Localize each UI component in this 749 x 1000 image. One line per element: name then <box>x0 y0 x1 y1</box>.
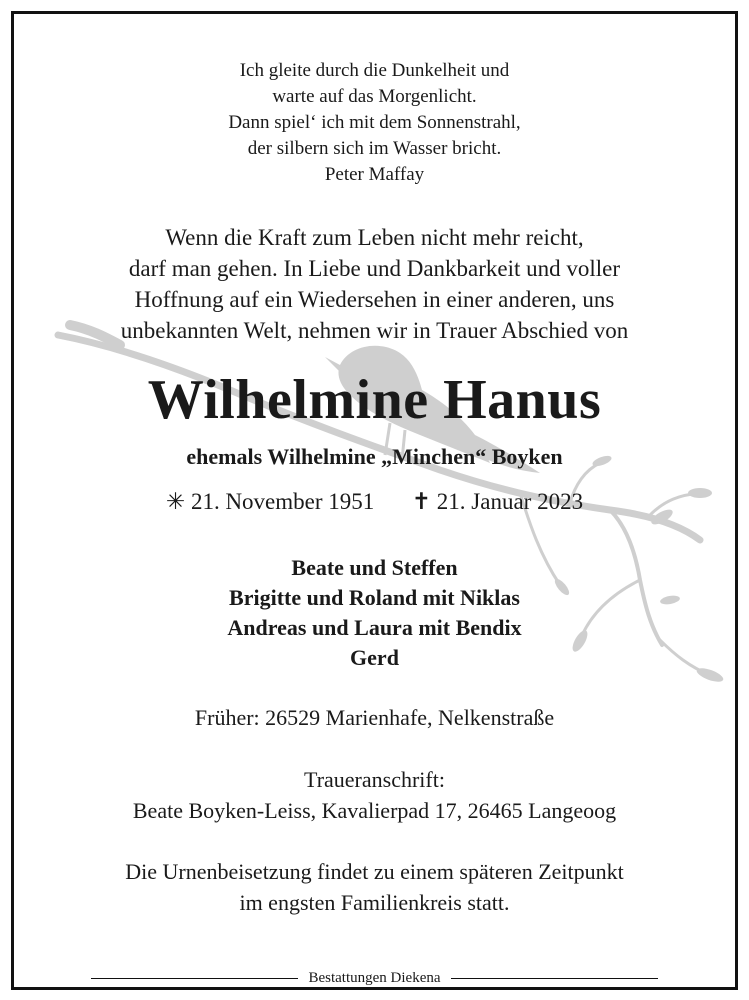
birth-date: 21. November 1951 <box>190 489 375 514</box>
urn-burial-notice <box>20 856 729 918</box>
poem-line: Dann spiel‘ ich mit dem Sonnenstrahl, <box>228 112 521 133</box>
intro-line: Wenn die Kraft zum Leben nicht mehr reicht, <box>165 225 584 250</box>
urn-notice-line: Die Urnenbeisetzung findet zu einem späteren Zeitpunkt <box>125 859 624 884</box>
poem-line: der silbern sich im Wasser bricht. <box>247 138 502 159</box>
mourning-address <box>20 764 729 826</box>
intro-line: unbekannten Welt, nehmen wir in Trauer Abschied von <box>120 318 629 343</box>
mourner-entry: Brigitte und Roland mit Niklas <box>229 585 520 610</box>
poem-quote <box>20 58 729 188</box>
death-date: 21. Januar 2023 <box>436 489 584 514</box>
intro-text <box>20 222 729 346</box>
intro-line: darf man gehen. In Liebe und Dankbarkeit und voller <box>128 256 621 281</box>
deceased-former-name: ehemals Wilhelmine „Minchen“ Boyken <box>186 444 563 469</box>
mourner-entry: Andreas und Laura mit Bendix <box>227 615 522 640</box>
urn-notice-line: im engsten Familienkreis statt. <box>239 890 510 915</box>
divider <box>91 978 298 979</box>
mourning-address-value: Beate Boyken-Leiss, Kavalierpad 17, 26465 Langeoog <box>132 798 617 823</box>
former-address: Früher: 26529 Marienhafe, Nelkenstraße <box>194 705 555 730</box>
poem-author: Peter Maffay <box>324 164 425 185</box>
mourner-entry: Beate und Steffen <box>291 555 458 580</box>
deceased-name: Wilhelmine Hanus <box>147 369 602 431</box>
mourning-address-label: Traueranschrift: <box>304 767 445 792</box>
funeral-home-footer <box>11 966 738 990</box>
mourner-entry: Gerd <box>350 645 399 670</box>
life-dates <box>20 486 729 518</box>
birth-star-icon: ✳ <box>165 489 186 514</box>
mourners-list <box>20 553 729 673</box>
funeral-home-name: Bestattungen Diekena <box>308 970 441 986</box>
death-cross-icon: ✝ <box>411 489 432 514</box>
intro-line: Hoffnung auf ein Wiedersehen in einer anderen, uns <box>134 287 615 312</box>
poem-line: warte auf das Morgenlicht. <box>272 86 477 107</box>
poem-line: Ich gleite durch die Dunkelheit und <box>239 60 510 81</box>
divider <box>451 978 658 979</box>
